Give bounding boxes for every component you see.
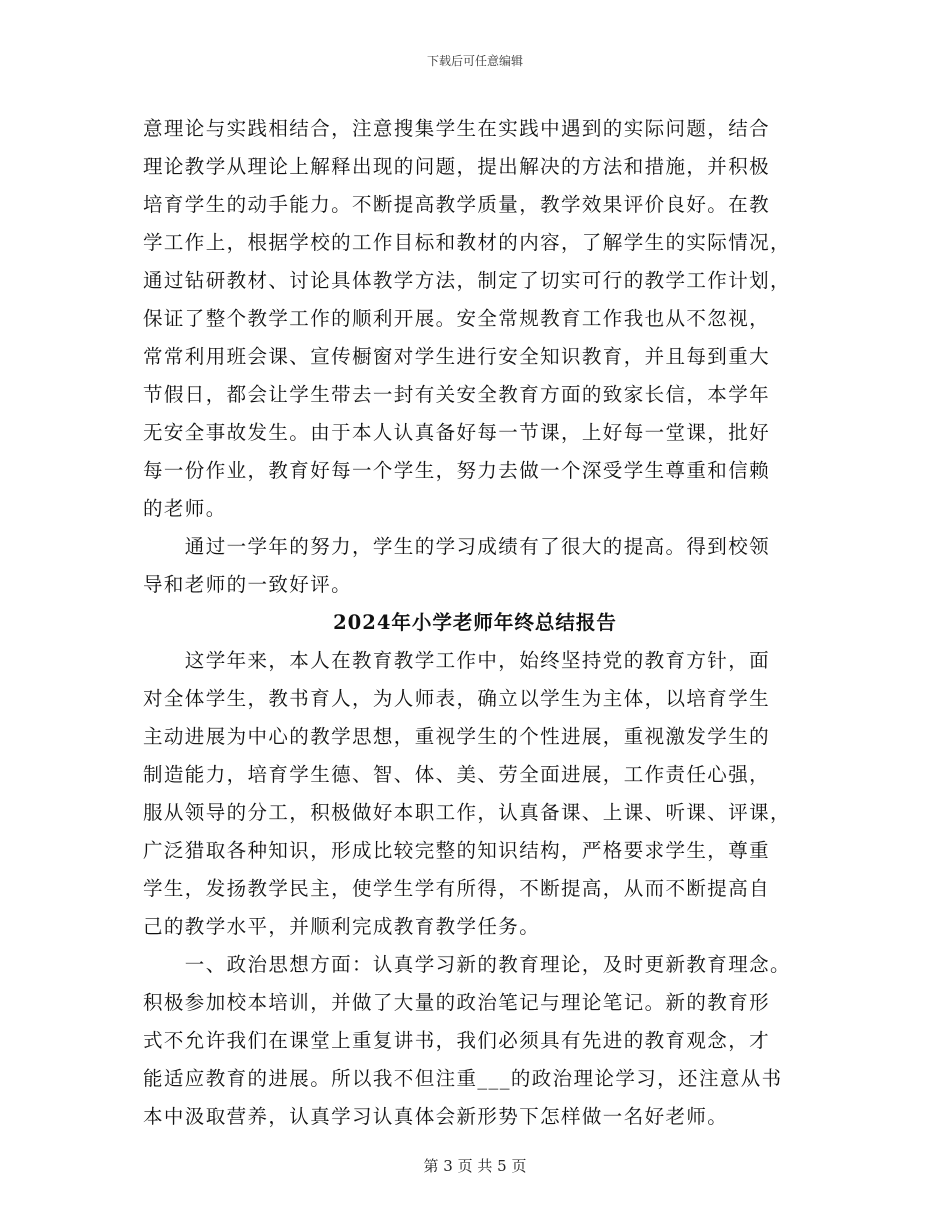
text-line: 对全体学生，教书育人，为人师表，确立以学生为主体，以培育学生 <box>143 687 771 710</box>
text-line: 导和老师的一致好评。 <box>143 573 353 596</box>
text-line: 主动进展为中心的教学思想，重视学生的个性进展，重视激发学生的 <box>143 725 771 748</box>
text-line: 己的教学水平，并顺利完成教育教学任务。 <box>143 915 541 938</box>
text-line: 通过一学年的努力，学生的学习成绩有了很大的提高。得到校领 <box>143 535 771 558</box>
page-number: 第 3 页 共 5 页 <box>423 1157 527 1175</box>
text-line: 节假日，都会让学生带去一封有关安全教育方面的致家长信，本学年 <box>143 383 771 406</box>
text-line: 能适应教育的进展。所以我不但注重___的政治理论学习，还注意从书 <box>143 1067 783 1090</box>
text-line: 意理论与实践相结合，注意搜集学生在实践中遇到的实际问题，结合 <box>143 117 771 140</box>
text-line: 的老师。 <box>143 497 227 520</box>
text-line: 无安全事故发生。由于本人认真备好每一节课，上好每一堂课，批好 <box>143 421 771 444</box>
text-line: 学工作上，根据学校的工作目标和教材的内容，了解学生的实际情况， <box>143 231 791 254</box>
text-line: 这学年来，本人在教育教学工作中，始终坚持党的教育方针，面 <box>143 649 771 672</box>
text-line: 式不允许我们在课堂上重复讲书，我们必须具有先进的教育观念，才 <box>143 1029 771 1052</box>
text-line: 积极参加校本培训，并做了大量的政治笔记与理论笔记。新的教育形 <box>143 991 771 1014</box>
text-line: 一、政治思想方面：认真学习新的教育理论，及时更新教育理念。 <box>143 953 791 976</box>
text-line: 通过钻研教材、讨论具体教学方法，制定了切实可行的教学工作计划， <box>143 269 791 292</box>
text-line: 培育学生的动手能力。不断提高教学质量，教学效果评价良好。在教 <box>143 193 771 216</box>
text-line: 广泛猎取各种知识，形成比较完整的知识结构，严格要求学生，尊重 <box>143 839 771 862</box>
text-line: 理论教学从理论上解释出现的问题，提出解决的方法和措施，并积极 <box>143 155 771 178</box>
text-line: 学生，发扬教学民主，使学生学有所得，不断提高，从而不断提高自 <box>143 877 771 900</box>
page-header-note: 下载后可任意编辑 <box>426 54 523 68</box>
text-line: 制造能力，培育学生德、智、体、美、劳全面进展，工作责任心强， <box>143 763 771 786</box>
text-line: 常常利用班会课、宣传橱窗对学生进行安全知识教育，并且每到重大 <box>143 345 771 368</box>
text-line: 每一份作业，教育好每一个学生，努力去做一个深受学生尊重和信赖 <box>143 459 771 482</box>
text-line: 保证了整个教学工作的顺利开展。安全常规教育工作我也从不忽视， <box>143 307 771 330</box>
text-line: 服从领导的分工，积极做好本职工作，认真备课、上课、听课、评课， <box>143 801 791 824</box>
section-heading: 2024年小学老师年终总结报告 <box>333 611 617 634</box>
text-line: 本中汲取营养，认真学习认真体会新形势下怎样做一名好老师。 <box>143 1105 729 1128</box>
